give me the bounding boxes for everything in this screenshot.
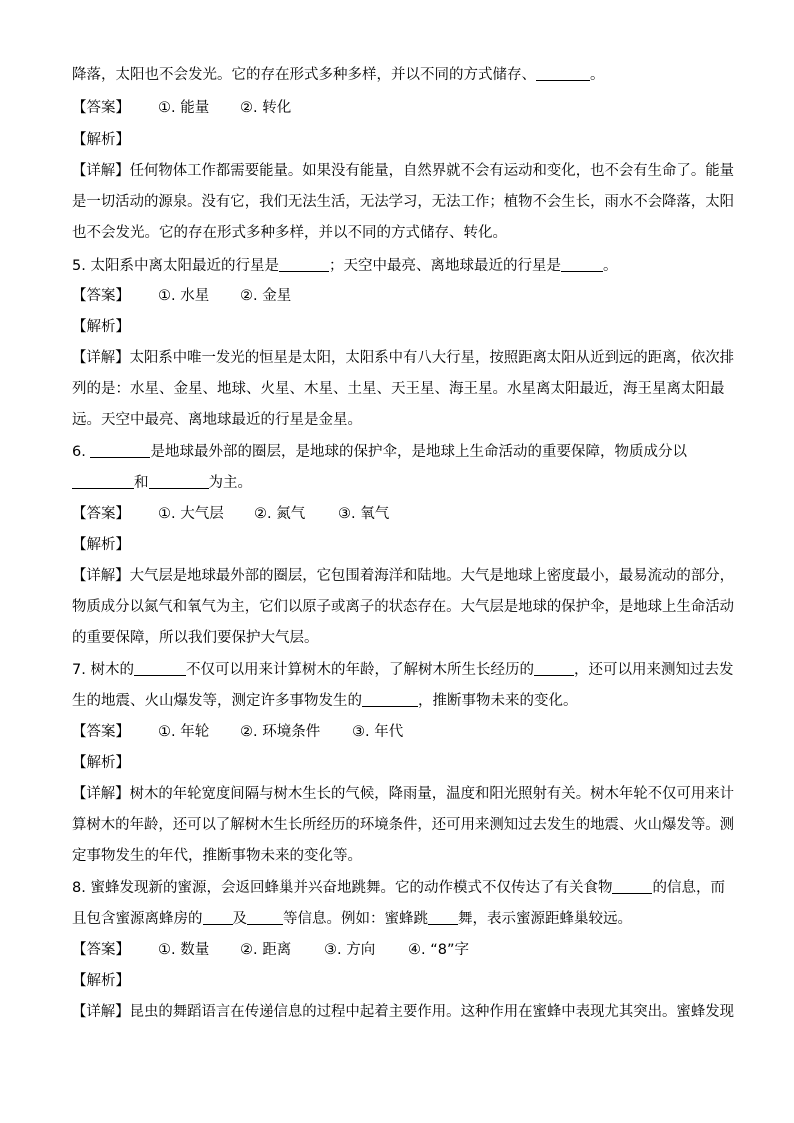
answer-option: ①. 能量 <box>158 100 210 116</box>
answer-option: ②. 环境条件 <box>240 724 321 740</box>
answer-option: ④. “8”字 <box>408 942 469 958</box>
question-5: 5. 太阳系中离太阳最近的行星是 ；天空中最亮、离地球最近的行星是 。 <box>72 258 618 274</box>
answer-blank <box>149 473 209 489</box>
answer-row <box>72 286 130 306</box>
answer-blank <box>134 660 186 676</box>
answer-blank <box>72 473 134 489</box>
answer-blank <box>362 691 418 707</box>
analysis-label: 【解析】 <box>72 537 130 553</box>
answer-row <box>72 504 130 524</box>
detail-line: 【详解】任何物体工作都需要能量。如果没有能量，自然界就不会有运动和变化，也不会有生命了。能量 <box>72 163 735 179</box>
detail-label: 【详解】 <box>72 350 130 366</box>
answer-label: 【答案】 <box>72 942 130 958</box>
question-4-tail: 降落，太阳也不会发光。它的存在形式多种多样，并以不同的方式储存、 。 <box>72 67 605 83</box>
answer-label: 【答案】 <box>72 506 130 522</box>
detail-line: 【详解】太阳系中唯一发光的恒星是太阳，太阳系中有八大行星，按照距离太阳从近到远的距离，依次排 <box>72 350 735 366</box>
answer-blank <box>203 909 233 925</box>
answer-option: ①. 水星 <box>158 288 210 304</box>
answer-blank <box>247 909 283 925</box>
answer-option: ②. 氮气 <box>254 506 306 522</box>
detail-line: 算树木的年龄，还可以了解树木生长所经历的环境条件，还可用来测知过去发生的地震、火山爆发等。测 <box>72 817 734 833</box>
detail-line: 【详解】树木的年轮宽度间隔与树木生长的气候，降雨量，温度和阳光照射有关。树木年轮不仅可用来计 <box>72 786 735 802</box>
detail-line: 【详解】昆虫的舞蹈语言在传递信息的过程中起着主要作用。这种作用在蜜蜂中表现尤其突出。蜜蜂发现 <box>72 1004 735 1020</box>
analysis-label: 【解析】 <box>72 319 130 335</box>
question-6-line-2: 和 为主。 <box>72 473 252 493</box>
answer-blank <box>428 909 458 925</box>
answer-option: ①. 大气层 <box>158 506 224 522</box>
answer-row <box>72 98 130 118</box>
question-8: 8. 蜜蜂发现新的蜜源，会返回蜂巢并兴奋地跳舞。它的动作模式不仅传达了有关食物 的信息，而 <box>72 880 725 896</box>
detail-line: 列的是：水星、金星、地球、火星、木星、土星、天王星、海王星。水星离太阳最近，海王星离太阳最 <box>72 381 725 397</box>
question-8-line-2: 且包含蜜源离蜂房的 及 等信息。例如：蜜蜂跳 舞，表示蜜源距蜂巢较远。 <box>72 911 632 927</box>
question-6: 6. 是地球最外部的圈层，是地球的保护伞，是地球上生命活动的重要保障，物质成分以 <box>72 444 687 460</box>
answer-label: 【答案】 <box>72 288 130 304</box>
answer-row <box>72 722 130 742</box>
answer-blank <box>534 660 574 676</box>
answer-option: ②. 金星 <box>240 288 292 304</box>
answer-blank <box>561 256 603 272</box>
answer-label: 【答案】 <box>72 724 130 740</box>
question-7-line-2: 生的地震、火山爆发等，测定许多事物发生的 ，推断事物未来的变化。 <box>72 693 578 709</box>
answer-blank <box>279 256 329 272</box>
detail-line: 物质成分以氮气和氧气为主，它们以原子或离子的状态存在。大气层是地球的保护伞，是地球上生命活动 <box>72 599 734 615</box>
detail-label: 【详解】 <box>72 163 130 179</box>
answer-option: ①. 数量 <box>158 942 210 958</box>
analysis-label: 【解析】 <box>72 132 130 148</box>
analysis-label: 【解析】 <box>72 755 130 771</box>
detail-line: 也不会发光。它的存在形式多种多样，并以不同的方式储存、转化。 <box>72 225 507 241</box>
analysis-label: 【解析】 <box>72 973 130 989</box>
answer-option: ②. 距离 <box>240 942 292 958</box>
answer-option: ③. 方向 <box>324 942 376 958</box>
answer-blank <box>536 65 590 81</box>
detail-line: 定事物发生的年代，推断事物未来的变化等。 <box>72 848 362 864</box>
answer-option: ③. 氧气 <box>338 506 390 522</box>
detail-line: 远。天空中最亮、离地球最近的行星是金星。 <box>72 412 362 428</box>
answer-option: ②. 转化 <box>240 100 292 116</box>
detail-line: 是一切活动的源泉。没有它，我们无法生活，无法学习，无法工作；植物不会生长，雨水不会降落，太阳 <box>72 194 734 210</box>
answer-blank <box>90 442 150 458</box>
answer-row <box>72 940 130 960</box>
detail-line: 【详解】大气层是地球最外部的圈层，它包围着海洋和陆地。大气是地球上密度最小，最易流动的部分， <box>72 568 735 584</box>
detail-label: 【详解】 <box>72 568 130 584</box>
question-7: 7. 树木的 不仅可以用来计算树木的年龄，了解树木所生长经历的 ，还可以用来测知过去发 <box>72 662 734 678</box>
detail-label: 【详解】 <box>72 786 130 802</box>
answer-blank <box>612 878 652 894</box>
answer-label: 【答案】 <box>72 100 130 116</box>
answer-option: ①. 年轮 <box>158 724 210 740</box>
detail-label: 【详解】 <box>72 1004 130 1020</box>
detail-line: 的重要保障，所以我们要保护大气层。 <box>72 630 319 646</box>
answer-option: ③. 年代 <box>352 724 404 740</box>
